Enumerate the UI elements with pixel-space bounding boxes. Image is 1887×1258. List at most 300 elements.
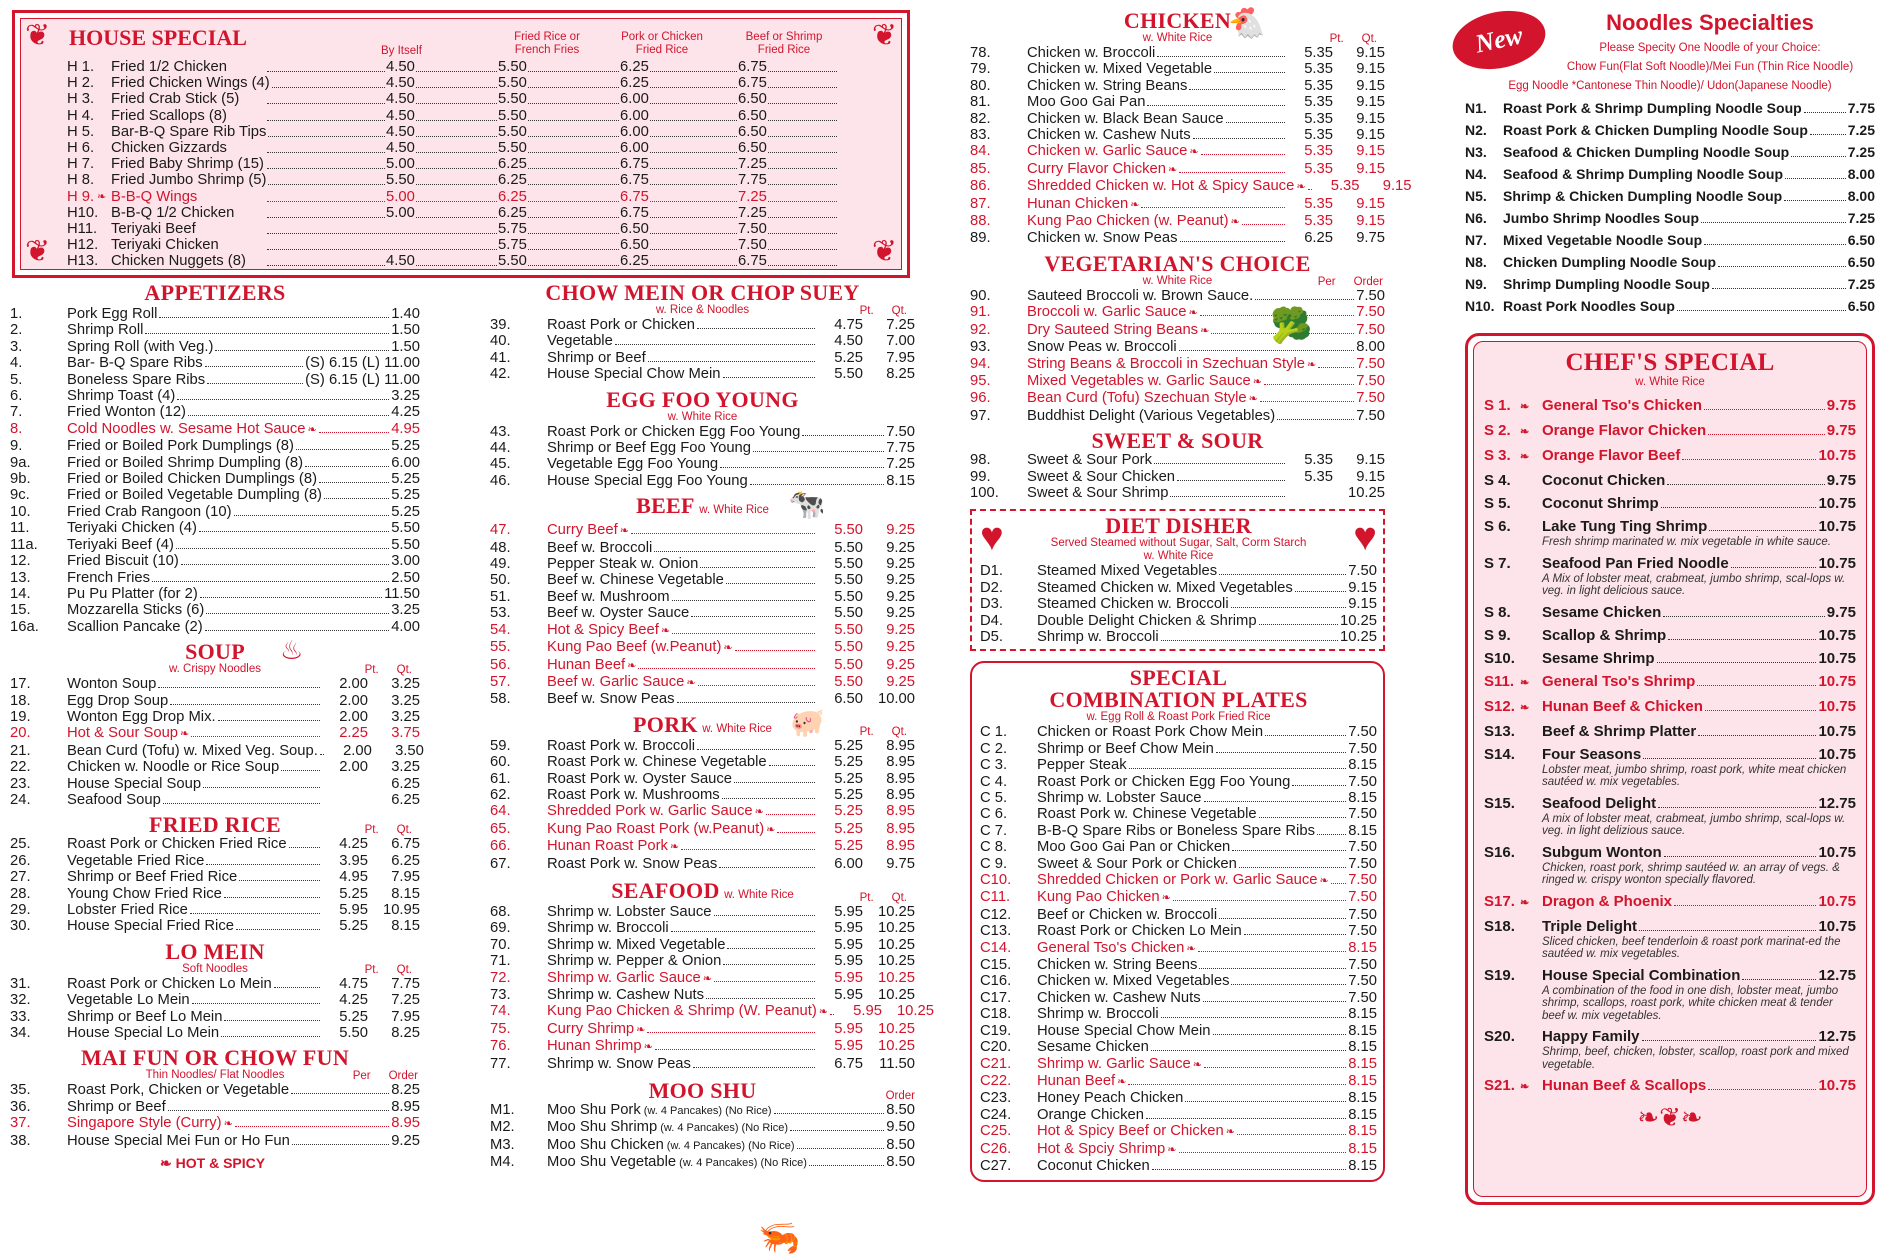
item-price-pint: 5.50: [834, 556, 863, 573]
dot-leader: [1170, 496, 1285, 497]
dot-leader: [205, 366, 303, 367]
item-price: 5.50: [498, 91, 527, 108]
item-name: Fried Baby Shrimp (15): [111, 156, 264, 173]
item-number: S10.: [1484, 649, 1515, 667]
item-price: 4.50: [386, 91, 415, 108]
item-number: 71.: [490, 953, 511, 970]
item-price: 6.75: [738, 75, 767, 92]
item-number: S 2.: [1484, 422, 1511, 439]
dot-leader: [1791, 156, 1846, 157]
house-special-box: [12, 10, 910, 278]
item-price-pint: 4.75: [339, 975, 368, 992]
menu-item-row: [490, 1038, 915, 1055]
item-price-quart: 6.25: [391, 852, 420, 869]
item-price-quart: 8.95: [886, 838, 915, 855]
item-name: Beef w. Snow Peas: [547, 691, 675, 708]
menu-item-row: [490, 317, 915, 333]
dot-leader: [1154, 463, 1285, 464]
item-price: 9.25: [391, 1132, 420, 1149]
menu-item-row: [490, 473, 915, 489]
menu-item-row: [10, 776, 420, 792]
item-price: 11.50: [384, 585, 420, 602]
item-number: S15.: [1484, 794, 1515, 812]
item-price: 8.15: [1348, 1055, 1377, 1072]
item-number: 42.: [490, 366, 511, 383]
menu-item-row: [10, 487, 420, 503]
item-price-pint: 4.25: [339, 992, 368, 1009]
item-price: 10.25: [1339, 612, 1377, 629]
dot-leader: [1674, 905, 1816, 906]
menu-item-row: [10, 759, 420, 775]
item-number: 28.: [10, 885, 31, 902]
item-name: Fried or Boiled Pork Dumplings (8): [67, 438, 294, 455]
item-price: 6.50: [620, 237, 649, 254]
item-name: Sesame Shrimp: [1542, 649, 1655, 667]
item-number: 9.: [10, 438, 23, 455]
item-description: Fresh shrimp marinated w. mix vegetable in white sauce.: [1542, 536, 1831, 548]
menu-item-row: [980, 774, 1377, 790]
item-number: C 1.: [980, 724, 1008, 741]
item-number: 100.: [970, 484, 999, 501]
item-price: 8.15: [1348, 1123, 1377, 1140]
item-number: C27.: [980, 1157, 1012, 1174]
chefs-special-box: [1465, 333, 1875, 1205]
item-price-pint: 5.95: [834, 920, 863, 937]
menu-item-row: [980, 629, 1377, 645]
item-name: Kung Pao Chicken & Shrimp (W. Peanut): [547, 1003, 817, 1020]
section-subtitle: w. White Rice: [702, 722, 772, 735]
item-price-pint: 5.95: [834, 903, 863, 920]
item-price: 6.25: [620, 75, 649, 92]
item-name: Buddhist Delight (Various Vegetables): [1027, 407, 1276, 424]
item-price: 7.50: [1348, 973, 1377, 990]
item-price-quart: 8.25: [391, 1025, 420, 1042]
item-price: 5.50: [498, 75, 527, 92]
item-number: H11.: [67, 220, 98, 237]
item-price-pint: 5.25: [339, 1008, 368, 1025]
item-number: 34.: [10, 1025, 31, 1042]
pepper-icon: ❧: [669, 841, 680, 854]
item-price: 8.15: [1348, 1140, 1377, 1157]
menu-item-row: [980, 856, 1377, 872]
menu-item-row: [980, 757, 1377, 773]
pepper-icon: ❧: [686, 676, 696, 689]
item-price: 8.15: [1348, 1157, 1377, 1174]
dot-leader: [190, 913, 320, 914]
vegetarian-section: [970, 250, 1385, 424]
item-price: 8.00: [1847, 166, 1875, 182]
item-number: S 9.: [1484, 626, 1511, 644]
dot-leader: [1193, 138, 1285, 139]
chef-item-row: [1484, 422, 1856, 441]
dot-leader: [671, 931, 815, 932]
menu-item-row: [10, 438, 420, 454]
house-special-list: [67, 59, 887, 269]
menu-item-row: [490, 838, 915, 855]
dot-leader: [750, 484, 884, 485]
dot-leader: [1179, 172, 1285, 173]
item-number: 24.: [10, 791, 31, 808]
dot-leader: [1784, 200, 1846, 201]
pepper-icon: ❧: [1319, 875, 1329, 888]
item-number: 3.: [10, 338, 23, 355]
item-price-pint: 5.50: [834, 621, 863, 638]
dot-leader: [1331, 883, 1347, 884]
dot-leader: [1260, 401, 1354, 402]
item-name: Coconut Chicken: [1542, 472, 1666, 489]
item-price: 7.25: [1847, 210, 1875, 226]
item-price: 7.25: [738, 204, 767, 221]
item-name: Steamed Chicken w. Broccoli: [1037, 596, 1229, 613]
item-price: 10.75: [1818, 745, 1856, 763]
item-number: N9.: [1465, 276, 1487, 292]
item-price: 6.50: [738, 123, 767, 140]
dot-leader: [1667, 484, 1824, 485]
item-number: N1.: [1465, 100, 1487, 116]
item-price-quart: 10.25: [877, 1020, 915, 1037]
item-price: 7.50: [738, 237, 767, 254]
dot-leader: [1642, 1040, 1817, 1041]
menu-item-row: [10, 339, 420, 355]
dot-leader: [1239, 867, 1346, 868]
menu-item-row: [490, 904, 915, 920]
item-name: Beef w. Oyster Sauce: [547, 605, 690, 622]
item-name: Seafood & Shrimp Dumpling Noodle Soup: [1503, 166, 1783, 182]
item-price-quart: 9.25: [886, 673, 915, 690]
dot-leader: [698, 685, 815, 686]
pepper-icon: ❧: [1520, 676, 1530, 689]
item-number: 23.: [10, 775, 31, 792]
pepper-icon: ❧: [1520, 701, 1530, 714]
item-price: 7.50: [1356, 287, 1385, 304]
item-number: 64.: [490, 803, 511, 820]
chef-item: [1484, 746, 1856, 789]
item-price: 6.00: [391, 454, 420, 471]
item-name: Coconut Chicken: [1037, 1157, 1150, 1174]
noodle-item-row: [1465, 207, 1875, 229]
item-price: 6.75: [738, 253, 767, 270]
dot-leader: [1709, 530, 1816, 531]
item-number: 81.: [970, 94, 991, 111]
item-number: 14.: [10, 585, 31, 602]
item-name: Snow Peas w. Broccoli: [1027, 339, 1177, 356]
item-name: General Tso's Chicken: [1037, 939, 1185, 956]
house-special-row: [67, 237, 887, 253]
menu-item-row: [970, 45, 1385, 61]
ornament-icon: ❦: [871, 19, 897, 52]
item-number: H 2.: [67, 75, 95, 92]
item-name: Shrimp or Beef Lo Mein: [67, 1008, 223, 1025]
dot-leader: [655, 1049, 815, 1050]
column-header: By Itself: [381, 45, 422, 57]
item-price-pint: 6.50: [834, 691, 863, 708]
dot-leader: [726, 583, 815, 584]
item-description: A mix of lobster meat, crabmeat, jumbo shrimp, scal-lops w. veg. in light delizious sauce.: [1542, 812, 1846, 837]
section-title: SPECIAL: [1129, 665, 1228, 691]
dot-leader: [1255, 299, 1354, 300]
item-number: C11.: [980, 889, 1011, 906]
chef-item: [1484, 447, 1856, 466]
section-title: MOO SHU: [648, 1078, 757, 1104]
item-price: 8.50: [886, 1136, 915, 1153]
item-price: 7.50: [1348, 773, 1377, 790]
dot-leader: [205, 630, 389, 631]
item-price-quart: 11.50: [879, 1055, 915, 1072]
item-number: 22.: [10, 759, 31, 776]
item-number: C 9.: [980, 855, 1008, 872]
pepper-icon: ❧: [702, 972, 712, 985]
column-header: Pt.: [859, 891, 874, 904]
menu-item-row: [980, 973, 1377, 989]
item-number: 9c.: [10, 487, 30, 504]
item-number: 96.: [970, 390, 991, 407]
item-name: Roast Pork or Chicken Fried Rice: [67, 836, 287, 853]
item-number: 79.: [970, 61, 991, 78]
dot-leader: [1203, 1001, 1347, 1002]
dot-leader: [1201, 154, 1285, 155]
chef-item-row: [1484, 918, 1856, 935]
item-price: 9.15: [1348, 579, 1377, 596]
item-name: Chicken Nuggets (8): [111, 253, 246, 270]
item-number: 11.: [10, 520, 30, 537]
item-price-quart: 10.25: [877, 903, 915, 920]
item-price: 10.75: [1818, 649, 1856, 667]
item-name: Roast Pork w. Mushrooms: [547, 786, 720, 803]
item-price: 10.75: [1818, 843, 1856, 861]
chef-item-row: [1484, 604, 1856, 621]
item-price-quart: 6.25: [391, 791, 420, 808]
item-number: C 6.: [980, 806, 1008, 823]
item-price-quart: 10.95: [382, 902, 420, 918]
item-name: House Special Fried Rice: [67, 918, 234, 935]
item-price-pint: 5.50: [834, 588, 863, 605]
item-number: C22.: [980, 1072, 1012, 1089]
item-price: 10.75: [1818, 518, 1856, 535]
dot-leader: [766, 814, 815, 815]
menu-item-row: [980, 907, 1377, 923]
item-price-pint: 5.95: [834, 969, 863, 986]
item-price-pint: 5.35: [1304, 127, 1333, 144]
ornament-icon: ❦: [25, 19, 51, 52]
dot-leader: [615, 344, 815, 345]
menu-item-row: [10, 553, 420, 569]
dot-leader: [1701, 222, 1846, 223]
item-name: Vegetable Lo Mein: [67, 992, 190, 1009]
item-price-quart: 9.15: [1356, 452, 1385, 469]
item-number: H13.: [67, 253, 99, 270]
menu-item-row: [10, 1009, 420, 1025]
dot-leader: [1242, 224, 1285, 225]
item-name: Orange Flavor Beef: [1542, 447, 1681, 464]
item-number: 21.: [10, 742, 31, 759]
item-name: Moo Shu Shrimp: [547, 1119, 658, 1136]
item-number: 70.: [490, 936, 511, 953]
item-name: Fried Chicken Wings (4): [111, 75, 270, 92]
section-title: CHEF'S SPECIAL: [1565, 349, 1775, 376]
noodle-item-row: [1465, 185, 1875, 207]
item-price-pint: 5.50: [834, 673, 863, 690]
pepper-icon: ❧: [619, 525, 629, 538]
item-name: House Special Lo Mein: [67, 1025, 220, 1042]
item-price: 9.75: [1826, 603, 1856, 621]
section-title: FRIED RICE: [149, 812, 281, 838]
pepper-icon: ❧: [1130, 198, 1140, 211]
pepper-icon: ❧: [1248, 393, 1258, 406]
item-number: C 5.: [980, 790, 1008, 806]
item-number: 58.: [490, 691, 511, 708]
beef-section: [490, 488, 915, 708]
dot-leader: [291, 1093, 389, 1094]
item-name: Sesame Chicken: [1037, 1039, 1149, 1056]
item-price-quart: 9.75: [886, 855, 915, 872]
item-price: 6.50: [738, 107, 767, 124]
dot-leader: [1708, 434, 1825, 435]
chefs-special-panel: [1473, 341, 1867, 1197]
noodle-item-row: [1465, 97, 1875, 119]
item-number: 41.: [490, 349, 511, 366]
menu-item-row: [970, 213, 1385, 230]
item-number: 85.: [970, 160, 991, 177]
house-special-row: [67, 189, 887, 205]
item-name: Shredded Pork w. Garlic Sauce: [547, 803, 753, 820]
item-number: S11.: [1484, 672, 1515, 690]
pig-icon: 🐖: [790, 706, 825, 738]
lo-mein-section: [10, 938, 420, 1042]
item-name: Chicken Gizzards: [111, 139, 227, 156]
item-price: 5.25: [391, 471, 420, 488]
chef-item: [1484, 422, 1856, 441]
dot-leader: [631, 533, 815, 534]
item-number: 45.: [490, 456, 511, 473]
item-price: 5.25: [391, 438, 420, 455]
item-price: 7.50: [1348, 563, 1377, 580]
item-number: 66.: [490, 838, 511, 855]
item-name: Teriyaki Chicken (4): [67, 520, 197, 537]
item-number: S 3.: [1484, 447, 1511, 464]
dot-leader: [774, 1113, 885, 1114]
pepper-icon: ❧: [1189, 146, 1199, 159]
item-name: Chicken w. Black Bean Sauce: [1027, 110, 1224, 127]
item-price-pint: 5.95: [834, 936, 863, 953]
noodle-item-row: [1465, 163, 1875, 185]
item-price: 8.15: [1348, 939, 1377, 956]
dot-leader: [324, 498, 389, 499]
pepper-icon: ❧: [1186, 942, 1196, 955]
menu-item-row: [490, 366, 915, 382]
section-subtitle: Please Specity One Noodle of your Choice:: [1599, 42, 1821, 54]
item-price: 4.50: [386, 75, 415, 92]
dot-leader: [648, 361, 815, 362]
item-description: Chicken, roast pork, shrimp sautéed w. an array of vegs. & ringed w. crispy wonton specially flavored.: [1542, 861, 1840, 886]
chef-item: [1484, 627, 1856, 644]
item-price: 6.75: [620, 188, 649, 205]
dot-leader: [1185, 1101, 1346, 1102]
house-special-panel: [20, 18, 902, 270]
item-number: N6.: [1465, 210, 1487, 226]
item-price-pint: 5.35: [1304, 468, 1333, 485]
item-number: 33.: [10, 1008, 31, 1025]
menu-item-row: [980, 806, 1377, 822]
dot-leader: [1173, 900, 1346, 901]
item-name: Sweet & Sour Chicken: [1027, 468, 1176, 485]
item-number: N2.: [1465, 122, 1487, 138]
item-price-pint: 5.25: [834, 349, 863, 366]
item-name: Shrimp or Beef: [547, 349, 646, 366]
item-price-quart: 9.25: [886, 556, 915, 573]
item-number: 16a.: [10, 618, 39, 635]
section-title: MAI FUN OR CHOW FUN: [80, 1045, 350, 1071]
pepper-icon: ❧: [1252, 375, 1262, 388]
item-name: Shrimp Dumpling Noodle Soup: [1503, 276, 1710, 292]
dot-leader: [1179, 350, 1355, 351]
item-price-quart: 10.25: [877, 936, 915, 953]
item-name: Curry Shrimp: [547, 1020, 635, 1037]
column-header: Pt.: [364, 824, 379, 837]
item-name: Broccoli w. Garlic Sauce: [1027, 304, 1187, 321]
dot-leader: [1152, 1169, 1347, 1170]
item-price-pint: 5.25: [339, 885, 368, 902]
item-price: 6.75: [738, 59, 767, 75]
item-price: 4.95: [391, 420, 420, 437]
appetizers-section: [10, 282, 420, 635]
item-name: Shrimp w. Snow Peas: [547, 1055, 691, 1072]
menu-item-row: [10, 976, 420, 992]
item-name: Wonton Egg Drop Mix.: [67, 708, 216, 725]
item-name: Pepper Steak w. Onion: [547, 556, 699, 573]
section-subtitle: w. White Rice: [699, 504, 769, 517]
menu-item-row: [10, 1099, 420, 1115]
menu-item-row: [970, 196, 1385, 213]
menu-item-row: [490, 970, 915, 987]
item-name: Chicken w. Cashew Nuts: [1027, 127, 1191, 144]
item-number: 67.: [490, 855, 511, 872]
dot-leader: [1264, 384, 1354, 385]
item-price: 5.75: [498, 237, 527, 254]
item-price-quart: 9.75: [1356, 230, 1385, 247]
menu-item-row: [490, 1137, 915, 1154]
menu-item-row: [490, 856, 915, 872]
item-name: Scallop & Shrimp: [1542, 626, 1667, 644]
item-number: C 4.: [980, 773, 1008, 790]
dot-leader: [1147, 105, 1285, 106]
menu-item-row: [490, 937, 915, 953]
menu-item-row: [970, 78, 1385, 94]
menu-item-row: [490, 1119, 915, 1136]
item-name: Roast Pork w. Chinese Vegetable: [1037, 806, 1257, 823]
item-number: C16.: [980, 973, 1012, 990]
dot-leader: [700, 567, 815, 568]
dot-leader: [769, 765, 815, 766]
menu-item-row: [970, 230, 1385, 246]
item-price: 12.75: [1818, 794, 1856, 812]
soup-section: [10, 635, 424, 808]
item-number: N4.: [1465, 166, 1487, 182]
item-name: Mozzarella Sticks (6): [67, 602, 205, 619]
chef-item-row: [1484, 472, 1856, 489]
chef-item-row: [1484, 397, 1856, 416]
dot-leader: [1295, 591, 1346, 592]
item-price-pint: 5.95: [834, 1038, 863, 1055]
menu-item-row: [490, 754, 915, 770]
house-special-title: HOUSE SPECIAL: [69, 25, 247, 50]
noodle-item-row: [1465, 119, 1875, 141]
chef-item: [1484, 844, 1856, 887]
item-number: D3.: [980, 596, 1004, 613]
item-name: Hot & Spicy Beef or Chicken: [1037, 1123, 1224, 1140]
pepper-icon: ❧: [754, 806, 764, 819]
item-note: (w. 4 Pancakes) (No Rice): [643, 1105, 772, 1118]
menu-item-row: [10, 586, 420, 602]
